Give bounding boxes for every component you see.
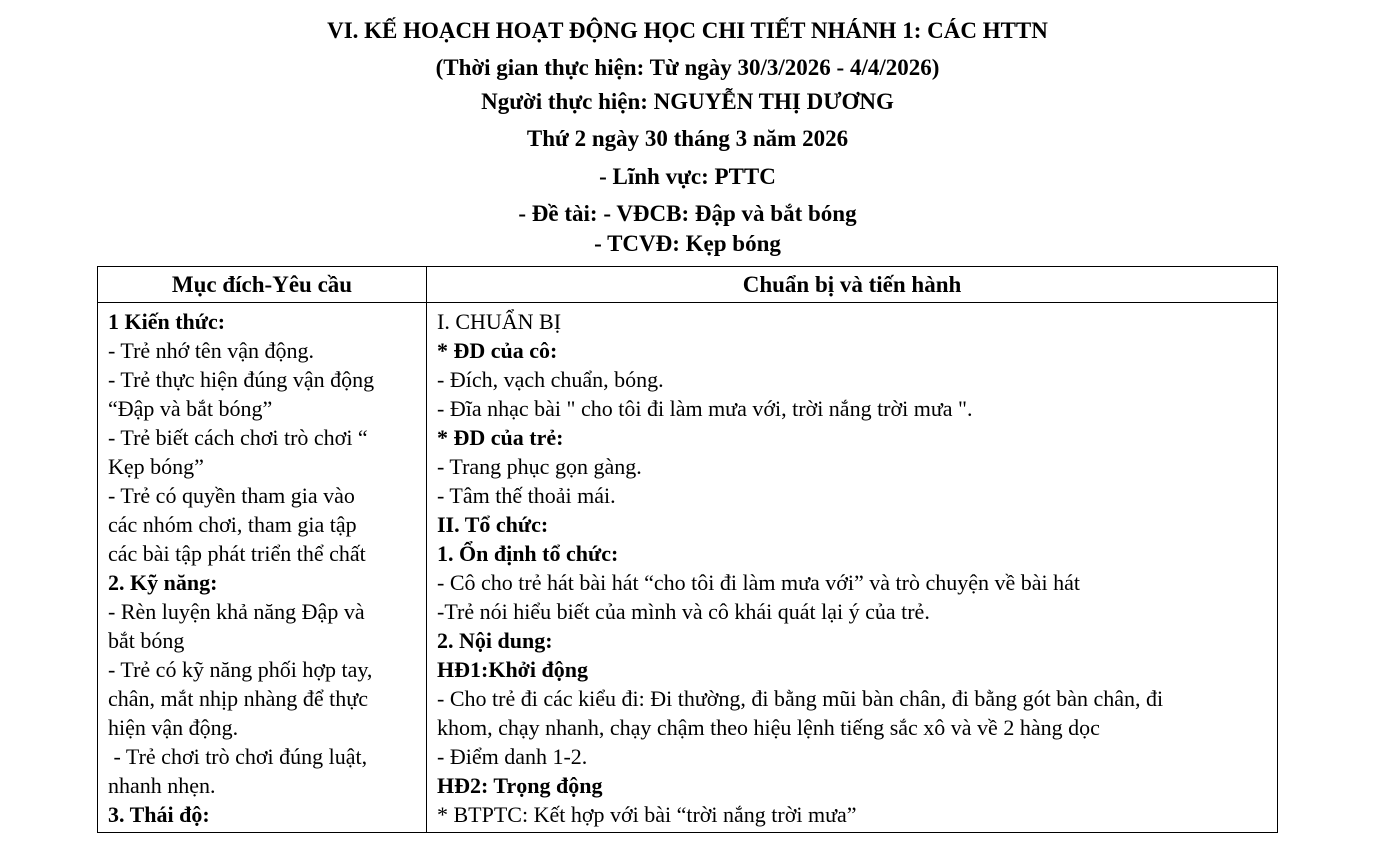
procedure-line: 1. Ổn định tổ chức: <box>437 541 619 566</box>
procedure-line: * ĐD của trẻ: <box>437 425 564 450</box>
objective-line: các nhóm chơi, tham gia tập <box>108 512 357 537</box>
objective-line: - Trẻ chơi trò chơi đúng luật, <box>108 744 368 769</box>
table-header-row <box>98 267 1278 303</box>
procedure-line: II. Tổ chức: <box>437 512 549 537</box>
procedure-line: HĐ2: Trọng động <box>437 773 603 798</box>
column-header-objectives: Mục đích-Yêu cầu <box>98 267 427 303</box>
teacher-line: Người thực hiện: NGUYỄN THỊ DƯƠNG <box>481 89 894 114</box>
game-line: - TCVĐ: Kẹp bóng <box>594 231 781 256</box>
procedure-line: khom, chạy nhanh, chạy chậm theo hiệu lệnh tiếng sắc xô và về 2 hàng dọc <box>437 715 1100 740</box>
procedure-line: * BTPTC: Kết hợp với bài “trời nắng trời mưa” <box>437 802 857 827</box>
objective-line: - Trẻ biết cách chơi trò chơi “ <box>108 425 368 450</box>
procedure-line: - Đĩa nhạc bài " cho tôi đi làm mưa với, trời nắng trời mưa ". <box>437 396 973 421</box>
procedure-line: - Trang phục gọn gàng. <box>437 454 642 479</box>
objective-line: - Rèn luyện khả năng Đập và <box>108 599 365 624</box>
column-header-preparation: Chuẩn bị và tiến hành <box>427 267 1278 303</box>
document-title: VI. KẾ HOẠCH HOẠT ĐỘNG HỌC CHI TIẾT NHÁNH 1: CÁC HTTN <box>327 18 1048 43</box>
objectives-cell <box>98 303 427 833</box>
objective-line: bắt bóng <box>108 628 185 653</box>
procedure-line: I. CHUẨN BỊ <box>437 309 562 334</box>
procedure-line: 2. Nội dung: <box>437 628 553 653</box>
procedure-line: - Cô cho trẻ hát bài hát “cho tôi đi làm mưa với” và trò chuyện về bài hát <box>437 570 1081 595</box>
objective-line: - Trẻ nhớ tên vận động. <box>108 338 314 363</box>
procedure-line: - Cho trẻ đi các kiểu đi: Đi thường, đi bằng mũi bàn chân, đi bằng gót bàn chân, đi <box>437 686 1164 711</box>
procedure-line: -Trẻ nói hiểu biết của mình và cô khái quát lại ý của trẻ. <box>437 599 930 624</box>
objective-line: - Trẻ thực hiện đúng vận động <box>108 367 375 392</box>
period-line: (Thời gian thực hiện: Từ ngày 30/3/2026 - 4/4/2026) <box>435 55 940 80</box>
procedure-line: - Điểm danh 1-2. <box>437 744 588 769</box>
objective-line: các bài tập phát triển thể chất <box>108 541 366 566</box>
objective-line: Kẹp bóng” <box>108 454 204 479</box>
date-line: Thứ 2 ngày 30 tháng 3 năm 2026 <box>526 126 849 151</box>
objective-line: - Trẻ có quyền tham gia vào <box>108 483 355 508</box>
procedure-line: * ĐD của cô: <box>437 338 558 363</box>
table-row <box>98 303 1278 833</box>
objective-line: nhanh nhẹn. <box>108 773 216 798</box>
procedure-line: - Tâm thế thoải mái. <box>437 483 616 508</box>
procedure-line: - Đích, vạch chuẩn, bóng. <box>437 367 664 392</box>
field-line: - Lĩnh vực: PTTC <box>599 164 776 189</box>
objective-line: “Đập và bắt bóng” <box>108 396 273 421</box>
topic-line: - Đề tài: - VĐCB: Đập và bắt bóng <box>518 201 857 226</box>
objective-line: 1 Kiến thức: <box>108 309 226 334</box>
objective-line: 3. Thái độ: <box>108 802 210 827</box>
preparation-cell <box>427 303 1278 833</box>
procedure-line: HĐ1:Khởi động <box>437 657 588 682</box>
objective-line: chân, mắt nhịp nhàng để thực <box>108 686 368 711</box>
lesson-plan-table <box>97 266 1278 833</box>
objective-line: hiện vận động. <box>108 715 239 740</box>
objective-line: - Trẻ có kỹ năng phối hợp tay, <box>108 657 373 682</box>
objective-line: 2. Kỹ năng: <box>108 570 218 595</box>
